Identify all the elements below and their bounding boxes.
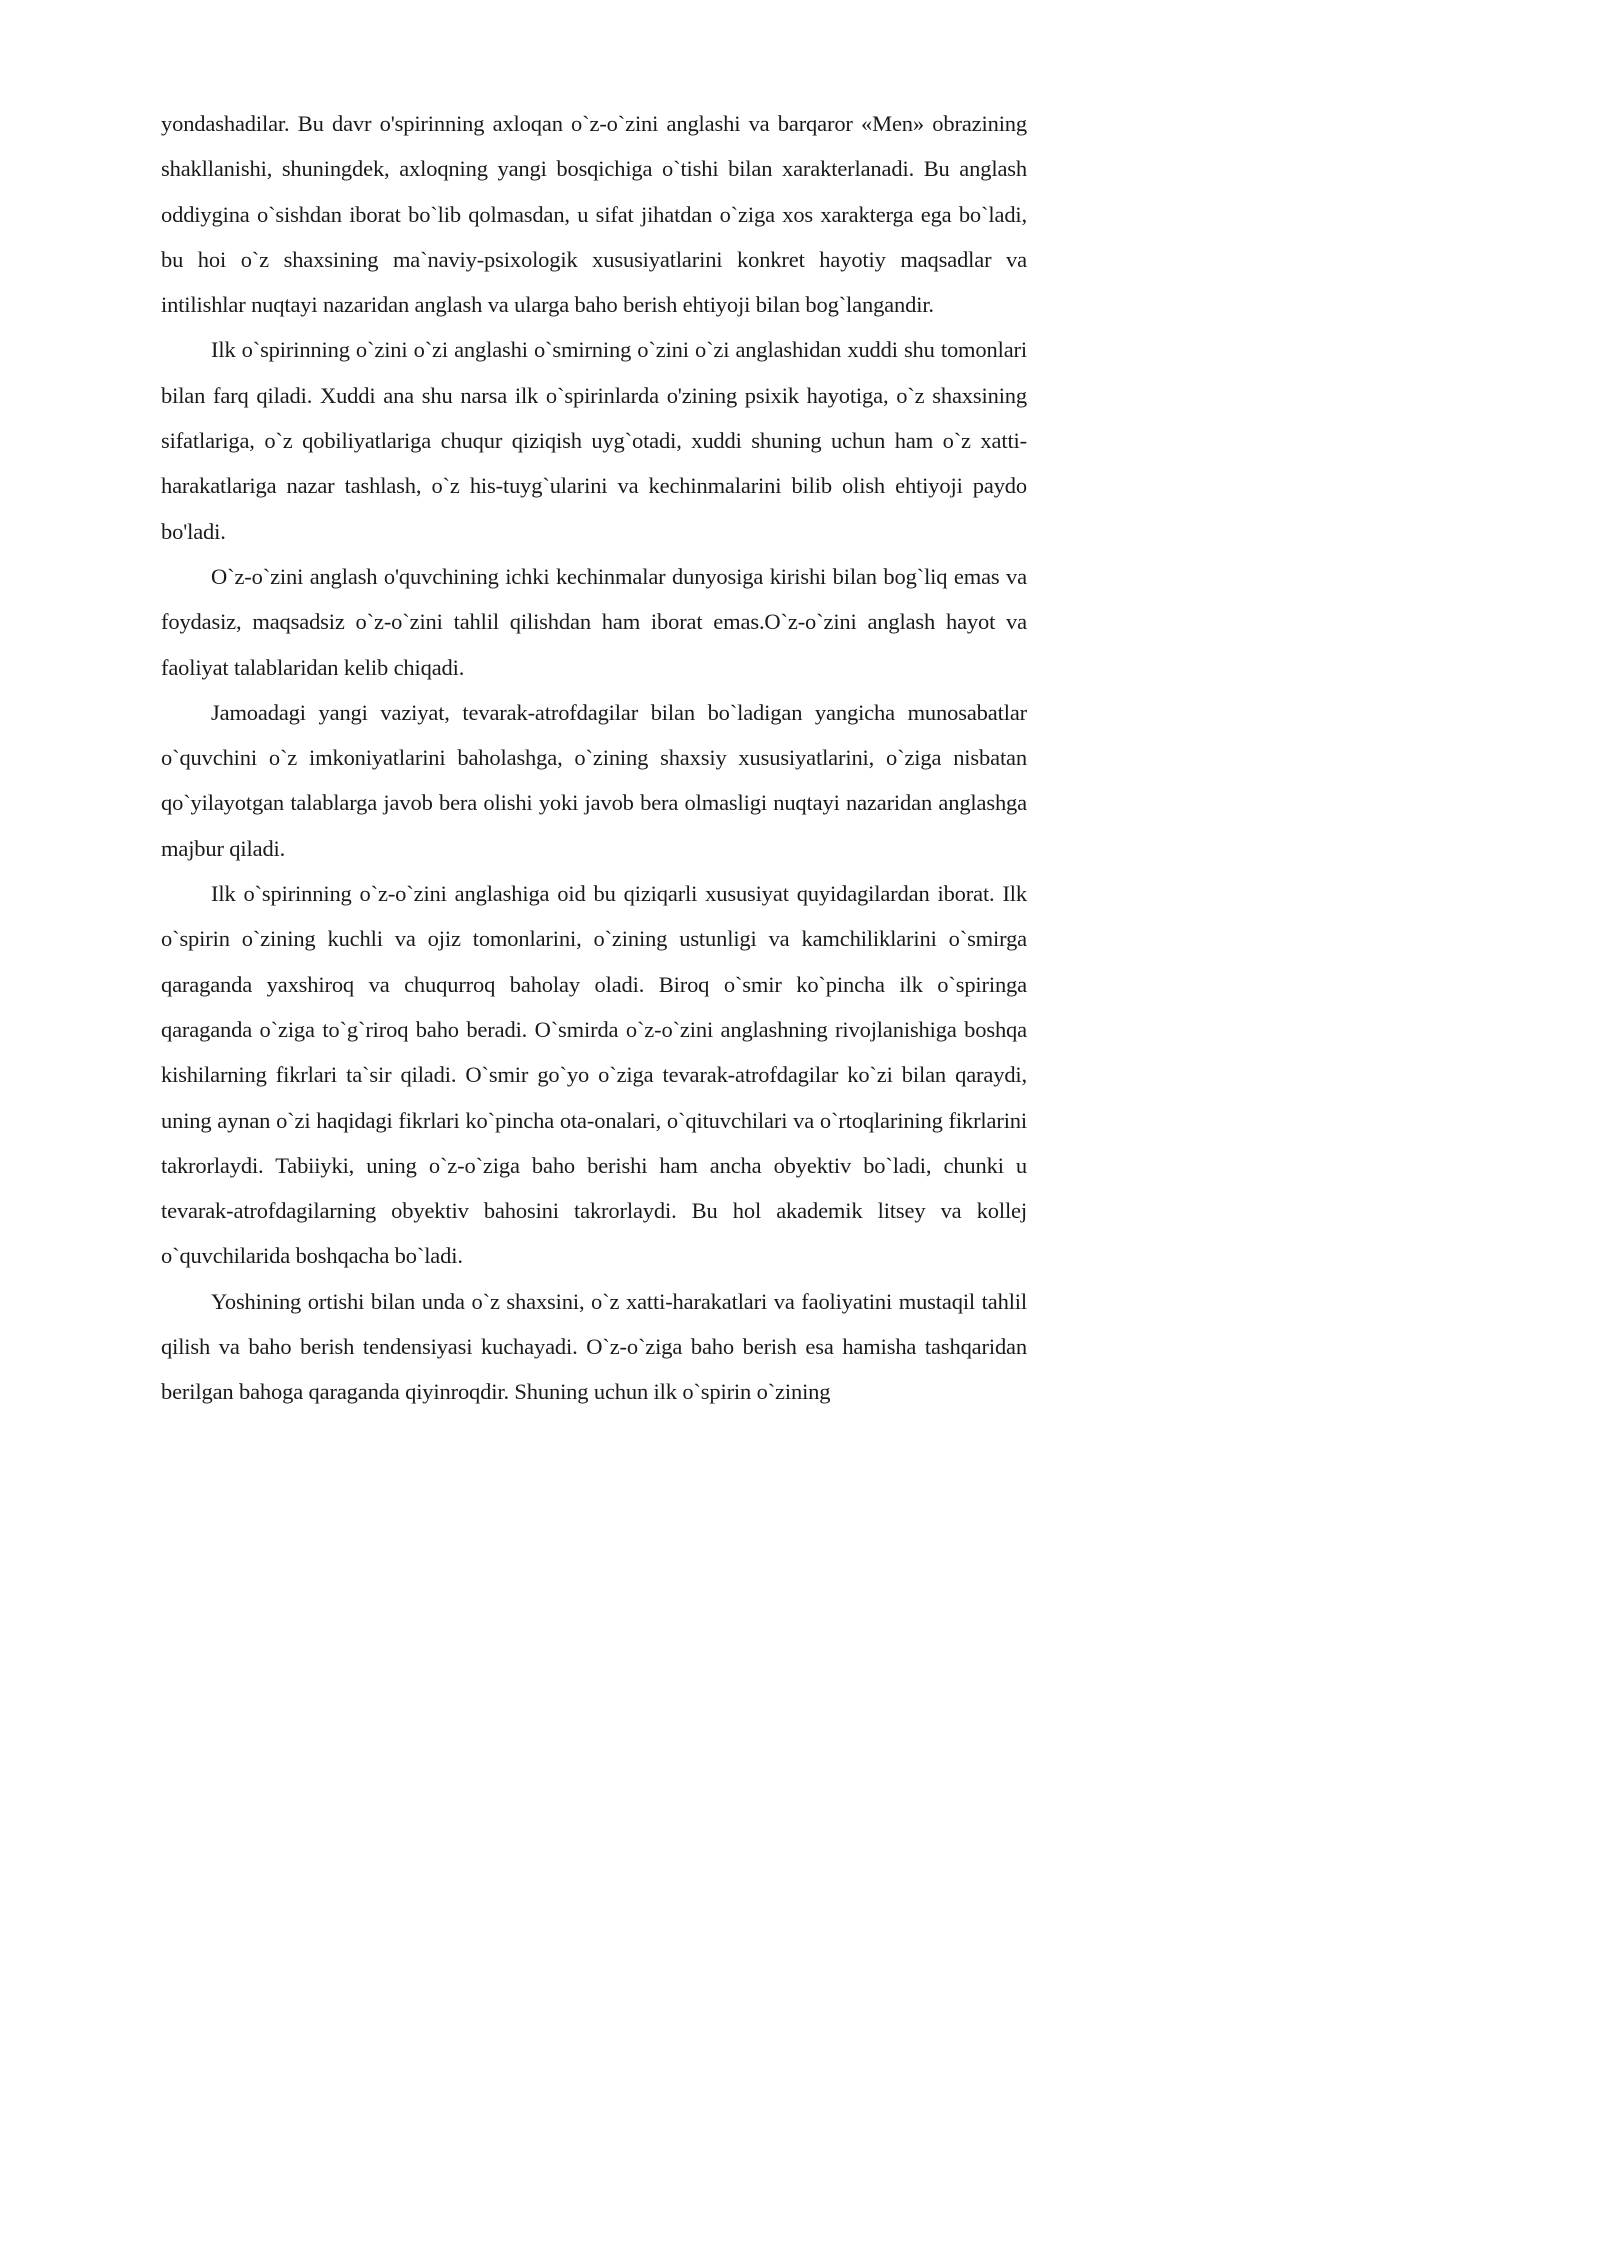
- document-body: [161, 101, 1027, 1415]
- document-page: [0, 0, 1106, 1562]
- paragraph-6: Yoshining ortishi bilan unda o`z shaxsini, o`z xatti-harakatlari va faoliyatini mustaqil tahlil qilish va baho berish tendensiyasi kuchayadi. O`z-o`ziga baho berish esa hamisha tashqaridan berilgan bahoga qaraganda qiyinroqdir. Shuning uchun ilk o`spirin o`zining: [161, 1288, 1027, 1405]
- paragraph-3: O`z-o`zini anglash o'quvchining ichki kechinmalar dunyosiga kirishi bilan bog`liq emas va foydasiz, maqsadsiz o`z-o`zini tahlil qilishdan ham iborat emas.O`z-o`zini anglash hayot va faoliyat talablaridan kelib chiqadi.: [161, 563, 1027, 680]
- paragraph-2: Ilk o`spirinning o`zini o`zi anglashi o`smirning o`zini o`zi anglashidan xuddi shu tomonlari bilan farq qiladi. Xuddi ana shu narsa ilk o`spirinlarda o'zining psixik hayotiga, o`z shaxsining sifatlariga, o`z qobiliyatlariga chuqur qiziqish uyg`otadi, xuddi shuning uchun ham o`z xatti-harakatlariga nazar tashlash, o`z his-tuyg`ularini va kechinmalarini bilib olish ehtiyoji paydo bo'ladi.: [161, 337, 1027, 544]
- paragraph-1: yondashadilar. Bu davr o'spirinning axloqan o`z-o`zini anglashi va barqaror «Men» obrazining shakllanishi, shuningdek, axloqning yangi bosqichiga o`tishi bilan xarakterlanadi. Bu anglash oddiygina o`sishdan iborat bo`lib qolmasdan, u sifat jihatdan o`ziga xos xarakterga ega bo`ladi, bu hoi o`z shaxsining ma`naviy-psixologik xususiyatlarini konkret hayotiy maqsadlar va intilishlar nuqtayi nazaridan anglash va ularga baho berish ehtiyoji bilan bog`langandir.: [161, 111, 1027, 318]
- paragraph-4: Jamoadagi yangi vaziyat, tevarak-atrofdagilar bilan bo`ladigan yangicha munosabatlar o`quvchini o`z imkoniyatlarini baholashga, o`zining shaxsiy xususiyatlarini, o`ziga nisbatan qo`yilayotgan talablarga javob bera olishi yoki javob bera olmasligi nuqtayi nazaridan anglashga majbur qiladi.: [161, 699, 1027, 861]
- paragraph-5: Ilk o`spirinning o`z-o`zini anglashiga oid bu qiziqarli xususiyat quyidagilardan iborat. Ilk o`spirin o`zining kuchli va ojiz tomonlarini, o`zining ustunligi va kamchiliklarini o`smirga qaraganda yaxshiroq va chuqurroq baholay oladi. Biroq o`smir ko`pincha ilk o`spiringa qaraganda o`ziga to`g`riroq baho beradi. O`smirda o`z-o`zini anglashning rivojlanishiga boshqa kishilarning fikrlari ta`sir qiladi. O`smir go`yo o`ziga tevarak-atrofdagilar ko`zi bilan qaraydi, uning aynan o`zi haqidagi fikrlari ko`pincha ota-onalari, o`qituvchilari va o`rtoqlarining fikrlarini takrorlaydi. Tabiiyki, uning o`z-o`ziga baho berishi ham ancha obyektiv bo`ladi, chunki u tevarak-atrofdagilarning obyektiv bahosini takrorlaydi. Bu hol akademik litsey va kollej o`quvchilarida boshqacha bo`ladi.: [161, 881, 1027, 1269]
